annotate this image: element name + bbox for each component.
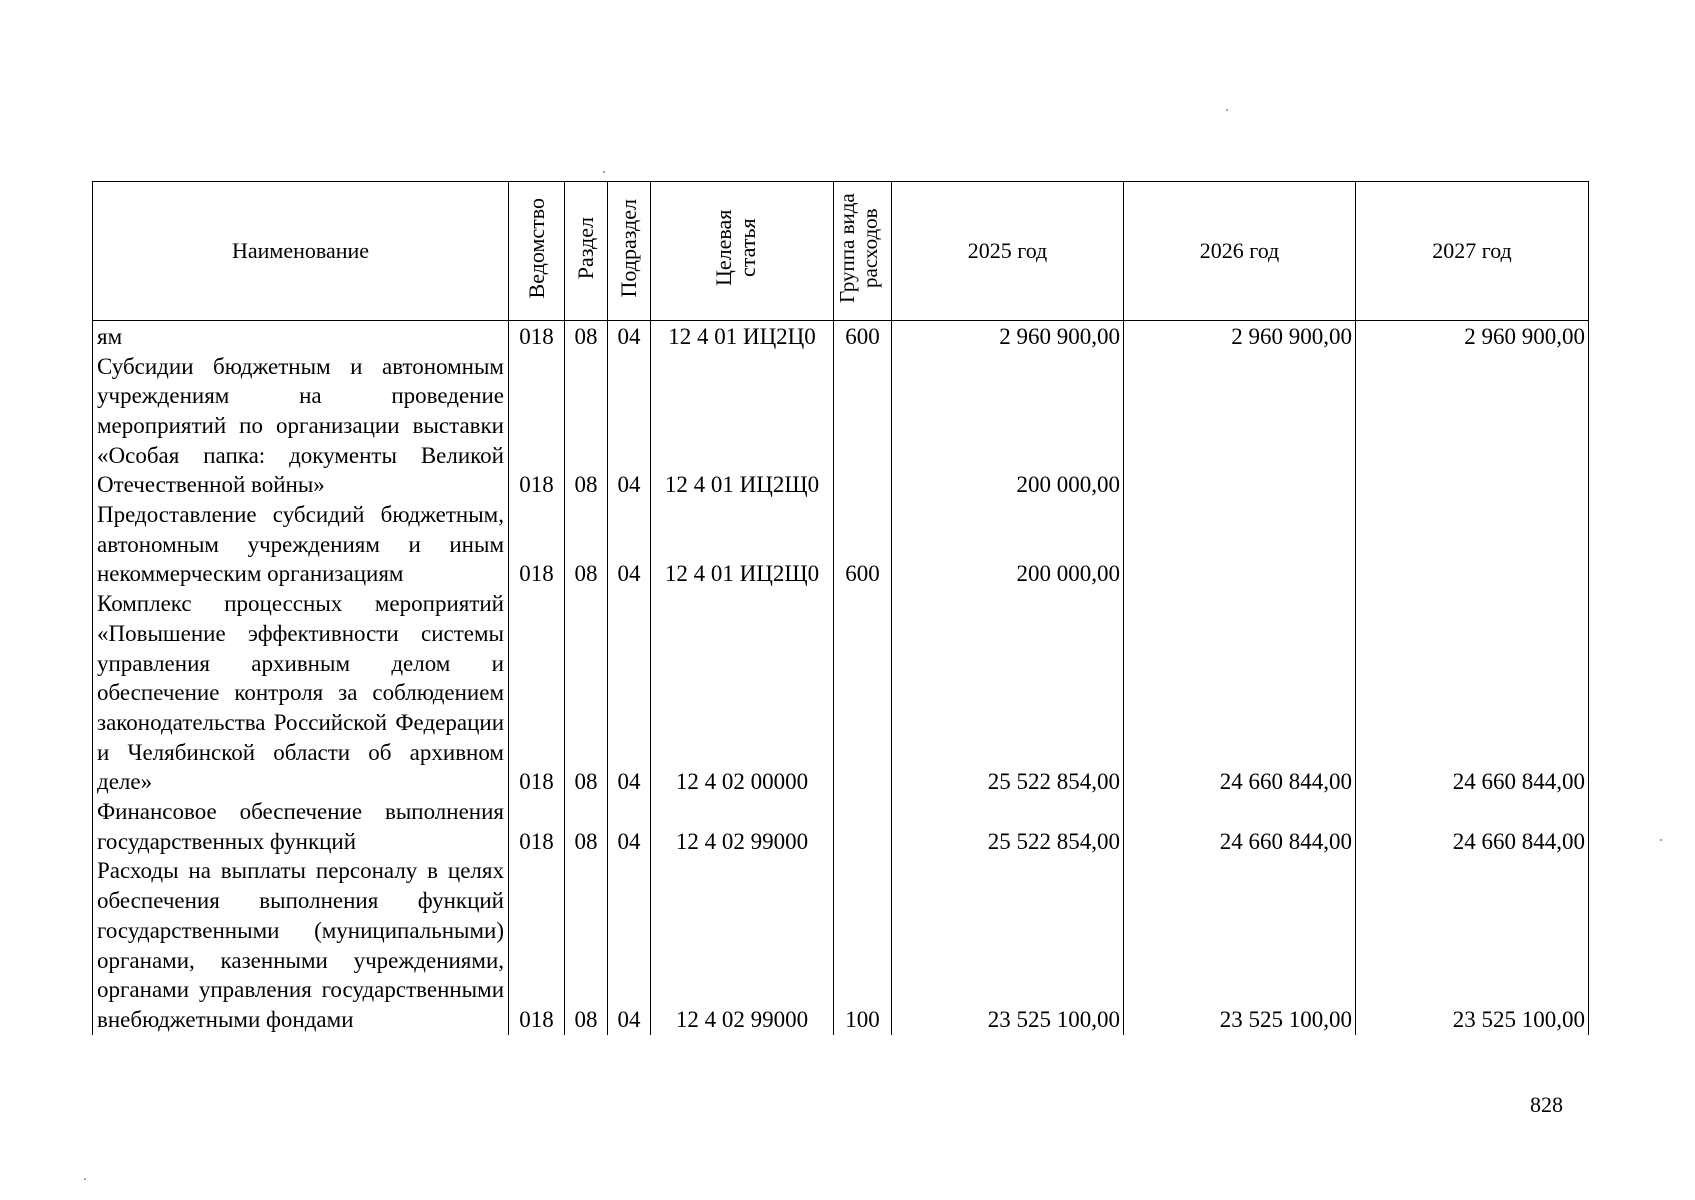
row-expense-group — [834, 797, 892, 856]
table-row — [93, 321, 1589, 352]
header-2025 — [892, 182, 1124, 321]
header-target-label: Целевая статья — [711, 209, 760, 287]
budget-table — [92, 181, 1589, 1035]
row-target: 12 4 01 ИЦ2Щ0 — [651, 500, 834, 589]
row-section: 08 — [565, 352, 608, 501]
page-number: 828 — [1530, 1092, 1563, 1117]
header-target — [651, 182, 834, 321]
header-subsection-label: Подраздел — [616, 198, 641, 298]
row-section: 08 — [565, 797, 608, 856]
row-department: 018 — [509, 589, 565, 797]
row-2025: 200 000,00 — [892, 352, 1124, 501]
row-name: Комплекс процессных мероприятий «Повышение эффективности системы управления архивным делом и обеспечение контроля за соблюдением законодательства Российской Федерации и Челябинской области об архивном деле» — [93, 589, 509, 797]
row-target: 12 4 01 ИЦ2Ц0 — [651, 321, 834, 352]
header-expense-group-label: Группа вида расходов — [834, 193, 882, 303]
row-2025: 25 522 854,00 — [892, 797, 1124, 856]
header-2027 — [1356, 182, 1589, 321]
row-subsection: 04 — [608, 500, 651, 589]
row-subsection: 04 — [608, 321, 651, 352]
row-target: 12 4 01 ИЦ2Щ0 — [651, 352, 834, 501]
header-expense-group — [834, 182, 892, 321]
table-row — [93, 352, 1589, 501]
row-name: ям — [93, 321, 509, 352]
row-2026 — [1124, 352, 1356, 501]
row-expense-group — [834, 352, 892, 501]
row-2025: 23 525 100,00 — [892, 856, 1124, 1034]
row-name: Расходы на выплаты персоналу в целях обеспечения выполнения функций государственными (муниципальными) органами, казенными учреждениями, органами управления государственными внебюджетными фондами — [93, 856, 509, 1034]
header-2025-label: 2025 год — [967, 238, 1048, 263]
row-expense-group — [834, 589, 892, 797]
row-2027: 2 960 900,00 — [1356, 321, 1589, 352]
row-section: 08 — [565, 321, 608, 352]
row-2027: 24 660 844,00 — [1356, 589, 1589, 797]
header-name-label: Наименование — [231, 238, 370, 263]
row-2026: 24 660 844,00 — [1124, 797, 1356, 856]
row-section: 08 — [565, 500, 608, 589]
row-department: 018 — [509, 352, 565, 501]
scan-speck — [1660, 839, 1662, 841]
row-expense-group: 100 — [834, 856, 892, 1034]
row-2027 — [1356, 352, 1589, 501]
header-2026 — [1124, 182, 1356, 321]
header-section — [565, 182, 608, 321]
row-section: 08 — [565, 589, 608, 797]
table-row — [93, 856, 1589, 1034]
row-subsection: 04 — [608, 589, 651, 797]
table-row — [93, 589, 1589, 797]
scan-speck — [603, 171, 605, 173]
row-2027: 24 660 844,00 — [1356, 797, 1589, 856]
scan-speck — [84, 1178, 86, 1180]
row-2027 — [1356, 500, 1589, 589]
row-expense-group: 600 — [834, 321, 892, 352]
row-expense-group: 600 — [834, 500, 892, 589]
row-2025: 2 960 900,00 — [892, 321, 1124, 352]
header-section-label: Раздел — [573, 216, 598, 280]
row-2027: 23 525 100,00 — [1356, 856, 1589, 1034]
row-department: 018 — [509, 321, 565, 352]
row-2026: 23 525 100,00 — [1124, 856, 1356, 1034]
row-department: 018 — [509, 500, 565, 589]
row-target: 12 4 02 99000 — [651, 856, 834, 1034]
row-2025: 200 000,00 — [892, 500, 1124, 589]
header-2027-label: 2027 год — [1432, 238, 1512, 263]
table-row — [93, 500, 1589, 589]
row-2026: 24 660 844,00 — [1124, 589, 1356, 797]
row-subsection: 04 — [608, 797, 651, 856]
row-department: 018 — [509, 797, 565, 856]
table-row — [93, 797, 1589, 856]
header-department-label: Ведомство — [523, 197, 549, 299]
header-2026-label: 2026 год — [1199, 238, 1280, 263]
row-department: 018 — [509, 856, 565, 1034]
scan-speck — [1226, 109, 1228, 111]
row-name: Предоставление субсидий бюджетным, автономным учреждениям и иным некоммерческим организациям — [93, 500, 509, 589]
header-name — [93, 182, 509, 321]
header-row — [93, 182, 1589, 321]
row-name: Субсидии бюджетным и автономным учреждениям на проведение мероприятий по организации выставки «Особая папка: документы Великой Отечественной войны» — [93, 352, 509, 501]
row-target: 12 4 02 99000 — [651, 797, 834, 856]
row-subsection: 04 — [608, 856, 651, 1034]
row-subsection: 04 — [608, 352, 651, 501]
row-section: 08 — [565, 856, 608, 1034]
row-2026 — [1124, 500, 1356, 589]
row-target: 12 4 02 00000 — [651, 589, 834, 797]
row-name: Финансовое обеспечение выполнения государственных функций — [93, 797, 509, 856]
row-2026: 2 960 900,00 — [1124, 321, 1356, 352]
header-subsection — [608, 182, 651, 321]
row-2025: 25 522 854,00 — [892, 589, 1124, 797]
header-department — [509, 182, 565, 321]
